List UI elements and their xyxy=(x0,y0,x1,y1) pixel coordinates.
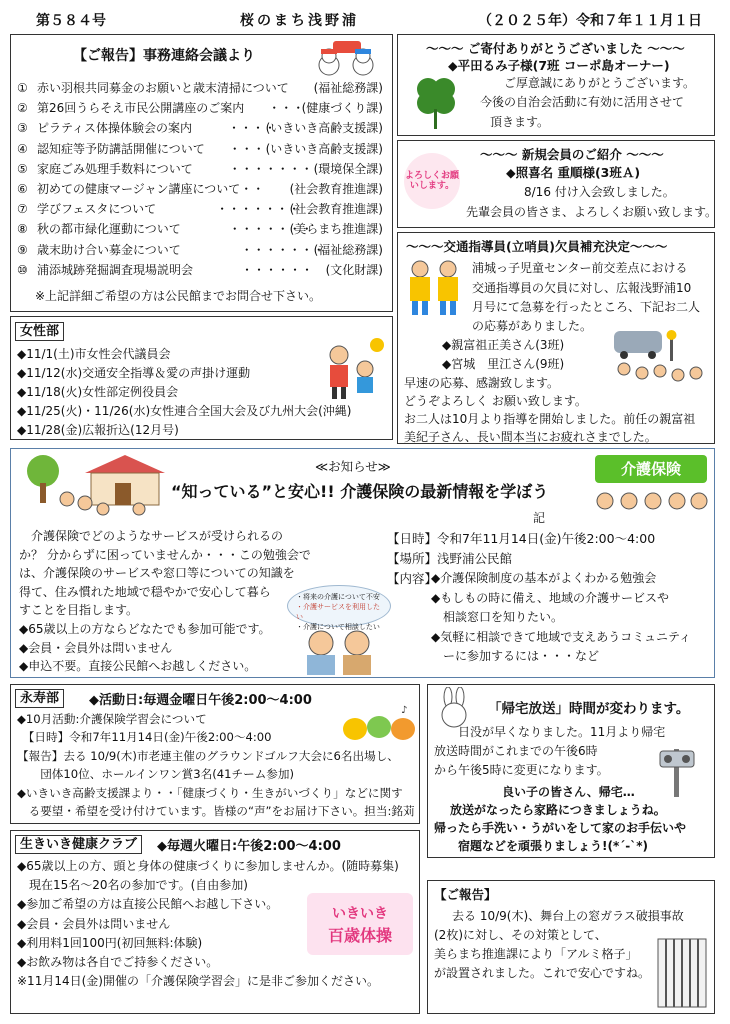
women-event: ◆11/1(土)市女性会代議員会 xyxy=(17,347,171,361)
report-item-number: ① xyxy=(17,81,28,95)
health-line: ◆利用料1回100円(初回無料:体験) xyxy=(17,935,203,950)
kitaku-bold-1: 良い子の皆さん、帰宅… xyxy=(502,785,635,799)
report-item-dept: (環境保全課) xyxy=(313,161,383,176)
care-badge-text: 介護保険 xyxy=(620,460,681,478)
report-item-number: ② xyxy=(17,101,28,116)
care-notice: ≪お知らせ≫ xyxy=(315,459,391,474)
report-item-text: 第26回うらそえ市民公開講座のご案内 ・・・ xyxy=(37,101,305,116)
kitaku-bold-2: 放送がなったら家路につきましょうね。 xyxy=(450,803,666,817)
report-item-number: ⑩ xyxy=(17,262,28,277)
speaker-pole-icon xyxy=(650,743,704,797)
report-note: ※上記詳細ご希望の方は公民館までお問合せ下さい。 xyxy=(35,289,322,303)
women-event: ◆11/28(金)広報折込(12月号) xyxy=(17,423,179,437)
report-item xyxy=(17,140,383,158)
health-activity: ◆毎週火曜日:午後2:00～4:00 xyxy=(157,839,341,854)
birds-icon xyxy=(341,705,417,745)
window-report-line-3: 美らまち推進課により「アルミ格子」 xyxy=(434,947,638,961)
report-box xyxy=(10,34,393,312)
care-badge xyxy=(595,455,707,483)
report-item xyxy=(17,79,383,97)
report-item-dept: (社会教育推進課) xyxy=(289,202,383,217)
report-title: 【ご報告】事務連絡会議より xyxy=(73,48,255,64)
children-crossing-icon xyxy=(612,329,712,391)
health-line: 現在15名～20名の参加です。(自由参加) xyxy=(17,878,248,893)
health-line: ◆参加ご希望の方は直接公民館へお越し下さい。 xyxy=(17,897,279,912)
report-item-text: 学びフェスタについて ・・・・・・・ xyxy=(37,202,301,217)
eiju-box xyxy=(10,684,420,824)
report-item-dept: (福祉総務課) xyxy=(313,81,383,95)
traffic-person-1: ◆親富祖正美さん(3班) xyxy=(442,338,565,352)
care-content-line: ◆もしもの時に備え、地域の介護サービスや xyxy=(431,590,669,605)
care-description-line: か？ 分からずに困っていませんか・・・この勉強会で xyxy=(19,547,311,562)
donation-line-1: ご厚意誠にありがとうございます。 xyxy=(504,76,696,90)
health-line: ※11月14日(金)開催の「介護保険学習会」に是非ご参加ください。 xyxy=(17,974,379,989)
health-line: ◆お飲み物は各自でご持参ください。 xyxy=(17,955,219,969)
care-bubble xyxy=(287,585,391,675)
report-item-dept: (健康づくり課) xyxy=(301,101,383,116)
report-item-dept: (いきいき高齢支援課) xyxy=(265,141,383,156)
new-member-line-1: 8/16 付け入会致しました。 xyxy=(524,185,675,199)
report-item-number: ④ xyxy=(17,141,28,156)
snowman-icon xyxy=(311,39,385,79)
eiju-line: ◆いきいき高齢支援課より・・「健康づくり・生きがいづくり」などに関す xyxy=(17,785,403,800)
report-item-dept: (文化財課) xyxy=(325,262,383,277)
report-item xyxy=(17,241,383,259)
window-report-line-1: 去る 10/9(木)、舞台上の窓ガラス破損事故 xyxy=(452,909,684,923)
traffic-thanks-4: 美紀子さん、長い間本当にお疲れさまでした。 xyxy=(404,430,657,444)
traffic-line-2: 交通指導員の欠員に対し、広報浅野浦10 xyxy=(472,281,692,295)
kitaku-title: 「帰宅放送」時間が変わります。 xyxy=(488,701,690,717)
grille-icon xyxy=(656,937,708,1009)
eiju-tag: 永寿部 xyxy=(15,689,64,708)
traffic-thanks-2: どうぞよろしく お願い致します。 xyxy=(404,394,587,408)
new-member-line-2: 先輩会員の皆さま、よろしくお願い致します。 xyxy=(466,205,718,219)
care-ki: 記 xyxy=(533,511,546,525)
yoroshiku-badge xyxy=(404,153,460,209)
issue-number: 第５８４号 xyxy=(36,13,106,29)
report-item xyxy=(17,99,383,117)
report-item-number: ⑨ xyxy=(17,242,28,257)
care-content-line: ◆介護保険制度の基本がよくわかる勉強会 xyxy=(431,571,657,585)
new-member-name: ◆照喜名 重順様(3班Ａ) xyxy=(506,165,641,180)
newsletter-title: 桜のまち浅野浦 xyxy=(240,13,359,29)
report-item xyxy=(17,119,383,137)
kitaku-bold-4: 宿題などを頑張りましょう!(*´-`*) xyxy=(458,839,648,853)
traffic-line-1: 浦城っ子児童センター前交差点における xyxy=(472,261,688,275)
report-item-number: ⑦ xyxy=(17,202,28,217)
care-box xyxy=(10,448,715,678)
elderly-couple-icon xyxy=(287,627,391,675)
report-item-dept: (いきいき高齢支援課) xyxy=(265,121,383,136)
window-report-line-2: (2枚)に対し、その対策として、 xyxy=(434,928,607,942)
traffic-person-2: ◆宮城 里江さん(9班) xyxy=(442,357,565,371)
women-box xyxy=(10,316,393,440)
eiju-line: 団体10位、ホールインワン賞3名(41チーム参加) xyxy=(17,767,294,782)
report-item-dept: (社会教育推進課) xyxy=(289,182,383,196)
report-item-text: 浦添城跡発掘調査現場説明会 ・・・・・・ xyxy=(37,262,314,277)
report-item-text: 歳末助け合い募金について ・・・・・・・ xyxy=(37,242,325,257)
traffic-title: ～～～交通指導員(立哨員)欠員補充決定～～～ xyxy=(406,239,668,254)
women-event: ◆11/25(火)・11/26(水)女性連合全国大会及び九州大会(沖縄) xyxy=(17,404,352,418)
care-description-line: 介護保険でどのようなサービスが受けられるの xyxy=(19,529,284,543)
report-item-text: 秋の都市緑化運動について ・・・・・・・ xyxy=(37,222,313,237)
hyakusai-text-2: 百歳体操 xyxy=(327,926,392,945)
house-family-icon xyxy=(15,453,165,521)
donation-line-3: 頂きます。 xyxy=(490,115,550,129)
donation-box xyxy=(397,34,715,136)
report-item-text: ピラティス体操体験会の案内 ・・・・ xyxy=(37,121,277,136)
eiju-line: 【日時】令和7年11月14日(金)午後2:00～4:00 xyxy=(17,730,272,745)
kitaku-line-1: 日没が早くなりました。11月より帰宅 xyxy=(458,725,666,739)
care-content-label: 【内容】 xyxy=(387,571,438,586)
care-bubble-line-2: ・介護サービスを利用したい xyxy=(296,603,380,621)
eiju-line: る要望・希望を受け付けています。皆様の“声”をお届け下さい。担当:銘苅 xyxy=(17,804,415,818)
care-date: 【日時】令和7年11月14日(金)午後2:00～4:00 xyxy=(387,531,656,546)
care-description-line: は、介護保険のサービスや窓口等についての知識を xyxy=(19,566,295,581)
health-line: ◆会員・会員外は問いません xyxy=(17,916,171,931)
health-tag: 生きいき健康クラブ xyxy=(15,835,142,854)
care-description-line: ◆会員・会員外は問いません xyxy=(19,640,173,655)
donation-donor: ◆平田るみ子様(7班 コーポ島オーナー) xyxy=(448,58,670,73)
report-item xyxy=(17,200,383,218)
women-tag: 女性部 xyxy=(15,322,64,341)
elderly-group-icon xyxy=(595,485,709,519)
eiju-activity: ◆活動日:毎週金曜日午後2:00～4:00 xyxy=(89,693,312,708)
new-member-title: ～～～ 新規会員のご紹介 ～～～ xyxy=(480,147,664,162)
traffic-box xyxy=(397,232,715,444)
svg-text:♪: ♪ xyxy=(401,705,408,716)
care-bubble-line-3: ・介護について相談したい xyxy=(296,623,380,631)
report-item xyxy=(17,180,383,198)
donation-title: ～～～ ご寄付ありがとうございました ～～～ xyxy=(426,41,685,56)
health-line: ◆65歳以上の方、頭と身体の健康づくりに参加しませんか。(随時募集) xyxy=(17,859,399,873)
care-title: “知っている”と安心!! 介護保険の最新情報を学ぼう xyxy=(171,482,549,501)
hyakusai-badge xyxy=(307,893,413,955)
traffic-line-3: 月号にて急募を行ったところ、下記お二人 xyxy=(472,300,701,314)
issue-date: （２０２５年）令和７年１１月１日 xyxy=(478,13,702,29)
women-event: ◆11/12(水)交通安全指導＆愛の声掛け運動 xyxy=(17,366,251,380)
report-item xyxy=(17,261,383,279)
report-item-number: ③ xyxy=(17,121,28,136)
report-item-dept: (福祉総務課) xyxy=(313,242,383,257)
report-item-text: 家庭ごみ処理手数料について ・・・・・・・ xyxy=(37,161,313,176)
yoroshiku-text: よろしくお願いします。 xyxy=(404,171,459,191)
kitaku-bold-3: 帰ったら手洗い・うがいをして家のお手伝いや xyxy=(434,821,687,835)
hyakusai-text-1: いきいき xyxy=(332,906,388,922)
report-item-text: 初めての健康マージャン講座について・・ xyxy=(37,182,265,196)
care-bubble-line-1: ・将来の介護について不安 xyxy=(296,593,380,601)
traffic-thanks-3: お二人は10月より指導を開始しました。前任の親富祖 xyxy=(404,412,696,426)
care-content-line: ーに参加するには・・・など xyxy=(431,649,600,663)
eiju-line: 【報告】去る 10/9(木)市老連主催のグラウンドゴルフ大会に6名出場し、 xyxy=(17,748,399,763)
kitaku-box xyxy=(427,684,715,858)
crossing-guard-icon xyxy=(402,259,466,317)
care-description-line: ◆65歳以上の方ならどなたでも参加可能です。 xyxy=(19,622,271,636)
window-report-box xyxy=(427,880,715,1014)
report-item-text: 認知症等予防講話開催について ・・・ xyxy=(37,141,265,156)
traffic-thanks-1: 早速の応募、感謝致します。 xyxy=(404,376,560,390)
report-item xyxy=(17,160,383,178)
new-member-box xyxy=(397,140,718,228)
kitaku-line-3: から午後5時に変更になります。 xyxy=(434,763,609,777)
report-item-number: ⑥ xyxy=(17,182,28,196)
report-item xyxy=(17,220,383,238)
report-item-dept: (美らまち推進課) xyxy=(289,222,383,237)
eiju-line: ◆10月活動:介護保険学習会について xyxy=(17,712,207,726)
report-item-number: ⑤ xyxy=(17,161,28,176)
clover-icon xyxy=(406,69,466,131)
care-content-line: ◆気軽に相談できて地域で支えあうコミュニティ xyxy=(431,629,692,644)
kids-greeting-icon xyxy=(315,333,389,403)
care-description-line: ◆申込不要。直接公民館へお越しください。 xyxy=(19,659,257,674)
health-box xyxy=(10,830,420,1014)
care-speech-bubble xyxy=(287,585,391,631)
care-place: 【場所】浅野浦公民館 xyxy=(387,551,513,566)
window-report-title: 【ご報告】 xyxy=(434,887,497,902)
traffic-line-4: の応募がありました。 xyxy=(472,319,593,333)
care-description-line: 得て、住み慣れた地域で穏やかで安心して暮ら xyxy=(19,584,271,599)
women-event: ◆11/18(火)女性部定例役員会 xyxy=(17,385,179,399)
report-item-text: 赤い羽根共同募金のお願いと歳末清掃について xyxy=(37,81,289,95)
care-description-line: すことを目指します。 xyxy=(19,603,139,618)
donation-line-2: 今後の自治会活動に有効に活用させて xyxy=(480,95,685,109)
report-item-number: ⑧ xyxy=(17,222,28,237)
window-report-line-4: が設置されました。これで安心ですね。 xyxy=(434,966,651,980)
kitaku-line-2: 放送時間がこれまでの午後6時 xyxy=(434,744,598,758)
care-content-line: 相談窓口を知りたい。 xyxy=(431,610,564,624)
